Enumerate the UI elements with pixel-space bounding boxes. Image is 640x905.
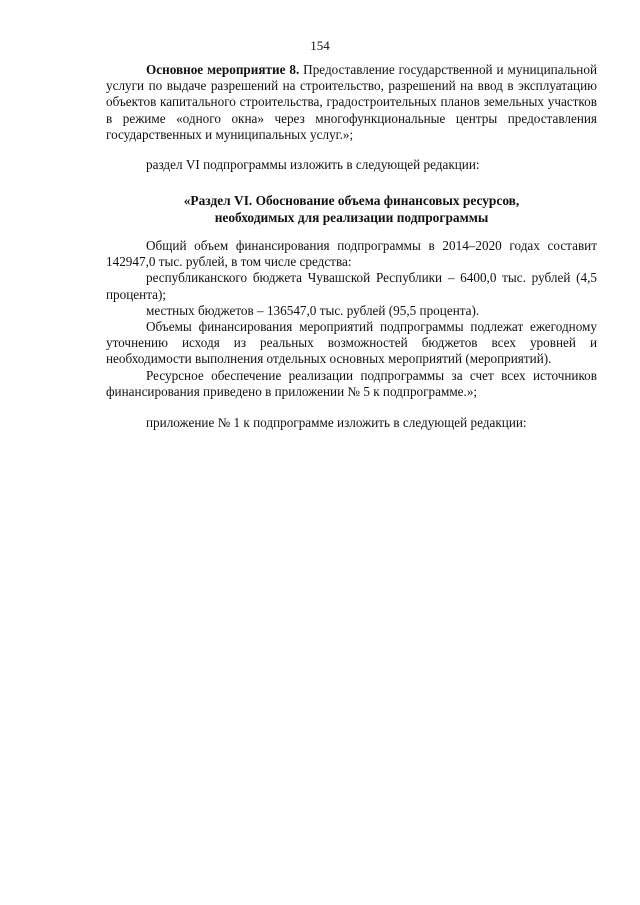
section-intro-paragraph [106, 157, 597, 173]
section-heading-line-1: «Раздел VI. Обоснование объема финансовых ресурсов, [183, 193, 520, 208]
activity-8-paragraph [106, 62, 597, 143]
page-number: 154 [310, 38, 330, 53]
activity-8-text [106, 62, 597, 143]
annual-adjustment-paragraph: Объемы финансирования мероприятий подпрограммы подлежат ежегодному уточнению исходя из реальных возможностей бюджетов всех уровней и необходимости выполнения отдельных основных мероприятий (мероприятий). [106, 319, 597, 367]
appendix-intro-paragraph [106, 415, 597, 431]
section-intro: раздел VI подпрограммы изложить в следующей редакции: [146, 157, 480, 172]
activity-8-description: Предоставление государственной и муниципальной услуги по выдаче разрешений на строительство, разрешений на ввод в эксплуатацию объектов капитального строительства, градостроительных планов земельных участков в режиме «одного окна» через многофункциональные центры предоставления государственных и муниципальных услуг.»; [106, 62, 598, 142]
activity-8-label: Основное мероприятие 8. [146, 62, 300, 77]
appendix-intro: приложение № 1 к подпрограмме изложить в следующей редакции: [146, 415, 527, 430]
local-budget-paragraph: местных бюджетов – 136547,0 тыс. рублей (95,5 процента). [146, 302, 480, 318]
section-heading [106, 192, 597, 226]
section-heading-line-2: необходимых для реализации подпрограммы [214, 210, 489, 225]
resource-support-paragraph: Ресурсное обеспечение реализации подпрограммы за счет всех источников финансирования приведено в приложении № 5 к подпрограмме.»; [106, 367, 597, 399]
financing-body [106, 238, 597, 400]
republican-budget-paragraph: республиканского бюджета Чувашской Республики – 6400,0 тыс. рублей (4,5 процента); [106, 270, 597, 302]
total-financing-paragraph: Общий объем финансирования подпрограммы в 2014–2020 годах составит 142947,0 тыс. рублей, в том числе средства: [106, 238, 597, 270]
